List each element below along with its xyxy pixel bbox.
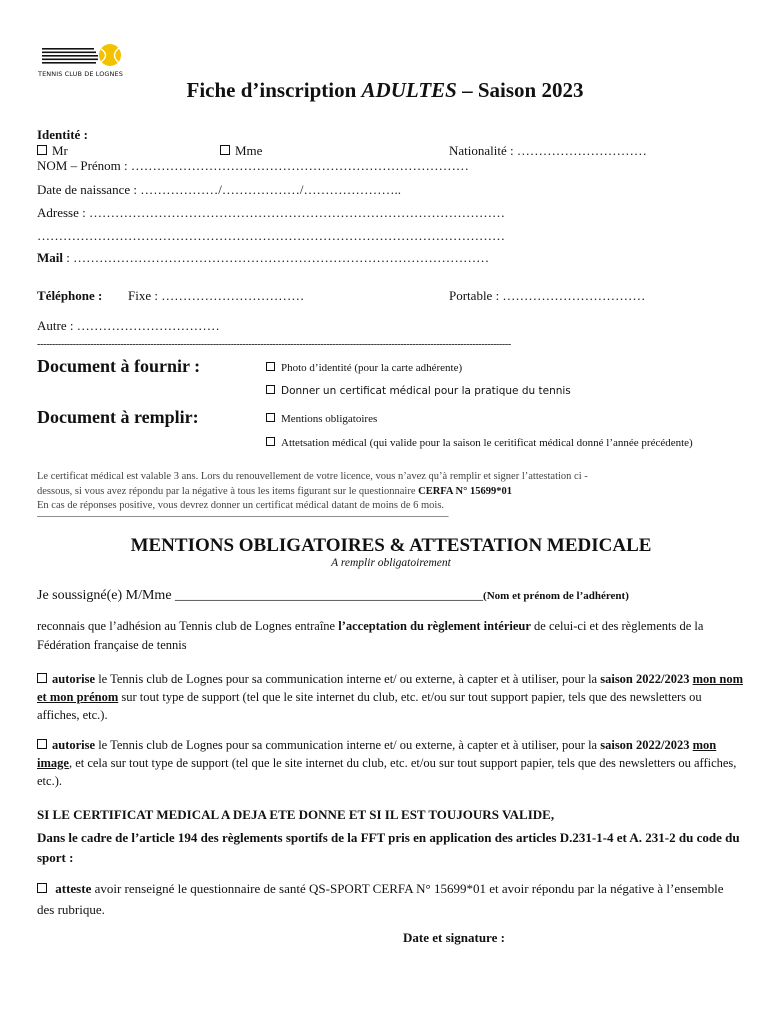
mme-label: Mme [235, 143, 263, 158]
fill-item-mentions[interactable] [266, 413, 377, 425]
provide-item-photo[interactable] [266, 362, 462, 374]
authorize-image-tail: , et cela sur tout type de support (tel que le site internet du club, etc. et/ou sur tout support papier, tels que des newsletters ou affiches, etc.). [37, 756, 737, 788]
mr-option[interactable] [37, 143, 68, 159]
authorize-name-verb: autorise [52, 672, 96, 686]
authorize-name-paragraph [37, 670, 747, 724]
mail-field[interactable] [37, 250, 489, 266]
authorize-image-checkbox[interactable] [37, 739, 47, 749]
mentions-title: MENTIONS OBLIGATOIRES & ATTESTATION MEDICALE [130, 535, 652, 556]
title-prefix: Fiche d’inscription [186, 78, 362, 102]
fill-item-attestation[interactable] [266, 436, 716, 450]
club-logo [38, 42, 130, 78]
authorize-image-text: le Tennis club de Lognes pour sa communication interne et/ ou externe, à capter et à utiliser, pour la [95, 738, 601, 752]
provide-heading: Document à fournir : [37, 356, 201, 376]
atteste-verb: atteste [55, 881, 92, 896]
address-field-line1[interactable]: Adresse : …………………………………………………………………………………… [37, 205, 505, 220]
dashed-separator: --------------------------------------------------------------------------------------------------------------------------------------------------------------- [37, 339, 511, 350]
birthdate-field[interactable]: Date de naissance : ………………/………………/………………….. [37, 182, 401, 197]
notice-line-1: Le certificat médical est valable 3 ans. Lors du renouvellement de votre licence, vous n’avez qu’à remplir et signer l’attestation ci - [37, 471, 588, 482]
notice-rule: ___________________________________________________________________________________________________ [37, 509, 448, 519]
authorize-image-verb: autorise [52, 738, 96, 752]
reconnais-bold: l’acceptation du règlement intérieur [338, 619, 531, 633]
reconnais-paragraph [37, 617, 737, 655]
authorize-image-underlined: mon image [37, 738, 717, 770]
authorize-image-season: saison 2022/2023 [600, 738, 690, 752]
notice-line-2 [37, 486, 512, 497]
mentions-checkbox[interactable] [266, 413, 275, 422]
mentions-label: Mentions obligatoires [281, 413, 378, 425]
notice-line-3: En cas de réponses positive, vous devrez donner un certificat médical datant de moins de 6 mois. [37, 500, 445, 511]
phone-fixe-field[interactable]: Fixe : …………………………… [128, 288, 305, 303]
fill-heading: Document à remplir: [37, 407, 199, 427]
photo-checkbox[interactable] [266, 362, 275, 371]
provide-item-certificate[interactable] [266, 385, 571, 397]
authorize-name-underlined: mon nom et mon prénom [37, 672, 743, 704]
atteste-paragraph [37, 878, 737, 920]
certificate-legal-frame: Dans le cadre de l’article 194 des règlements sportifs de la FFT pris en application des articles D.231-1-4 et A. 231-2 du code du sport : [37, 830, 740, 865]
address-field-line2[interactable]: ……………………………………………………………………………………………… [37, 228, 505, 243]
mentions-subtitle: A remplir obligatoirement [331, 557, 451, 569]
title-italic: ADULTES [361, 78, 457, 102]
atteste-text: avoir renseigné le questionnaire de santé QS-SPORT CERFA N° 15699*01 et avoir répondu par la négative à l’ensemble des rubrique. [37, 881, 724, 917]
title-suffix: – Saison 2023 [456, 78, 584, 102]
phone-label: Téléphone : [37, 288, 103, 303]
reconnais-tail: de celui-ci et des règlements de la Fédération française de tennis [37, 619, 704, 652]
authorize-name-text: le Tennis club de Lognes pour sa communication interne et/ ou externe, à capter et à utiliser, pour la [95, 672, 601, 686]
soussigne-note: (Nom et prénom de l’adhérent) [483, 590, 629, 602]
attestation-label: Attetsation médical (qui valide pour la saison le ceritificat médical donné l’année précédente) [281, 437, 693, 449]
mail-label: Mail [37, 250, 63, 265]
name-field[interactable]: NOM – Prénom : …………………………………………………………………… [37, 158, 469, 173]
photo-label: Photo d’identité (pour la carte adhérente) [281, 362, 463, 374]
soussigne-text: Je soussigné(e) M/Mme ____________________________________________ [37, 588, 484, 603]
certificate-label: Donner un certificat médical pour la pratique du tennis [281, 385, 571, 397]
certificate-valid-heading: SI LE CERTIFICAT MEDICAL A DEJA ETE DONNE ET SI IL EST TOUJOURS VALIDE, [37, 807, 555, 822]
identity-heading: Identité : [37, 127, 88, 142]
authorize-image-paragraph [37, 736, 749, 790]
notice-line-2-text: dessous, si vous avez répondu par la négative à tous les items figurant sur le questionnaire [37, 486, 419, 497]
atteste-checkbox[interactable] [37, 883, 47, 893]
authorize-name-tail: sur tout type de support (tel que le site internet du club, etc. et/ou sur tout support papier, tels que des newsletters ou affiches, etc.). [37, 690, 702, 722]
mr-checkbox[interactable] [37, 145, 47, 155]
nationality-field[interactable]: Nationalité : ………………………… [449, 143, 647, 158]
mr-label: Mr [52, 143, 68, 158]
other-phone-field[interactable]: Autre : …………………………… [37, 318, 220, 333]
phone-portable-field[interactable]: Portable : …………………………… [449, 288, 646, 303]
mail-dots: : …………………………………………………………………………………… [63, 250, 490, 265]
certificate-checkbox[interactable] [266, 385, 275, 394]
page-title [0, 78, 770, 103]
mme-checkbox[interactable] [220, 145, 230, 155]
authorize-name-season: saison 2022/2023 [600, 672, 690, 686]
authorize-name-checkbox[interactable] [37, 673, 47, 683]
cerfa-ref: CERFA N° 15699*01 [418, 486, 512, 497]
mme-option[interactable] [220, 143, 262, 159]
logo-text: TENNIS CLUB DE LOGNES [38, 70, 123, 78]
soussigne-line[interactable] [37, 588, 629, 604]
reconnais-text: reconnais que l’adhésion au Tennis club de Lognes entraîne [37, 619, 339, 633]
date-signature-label: Date et signature : [403, 930, 505, 945]
attestation-checkbox[interactable] [266, 437, 275, 446]
